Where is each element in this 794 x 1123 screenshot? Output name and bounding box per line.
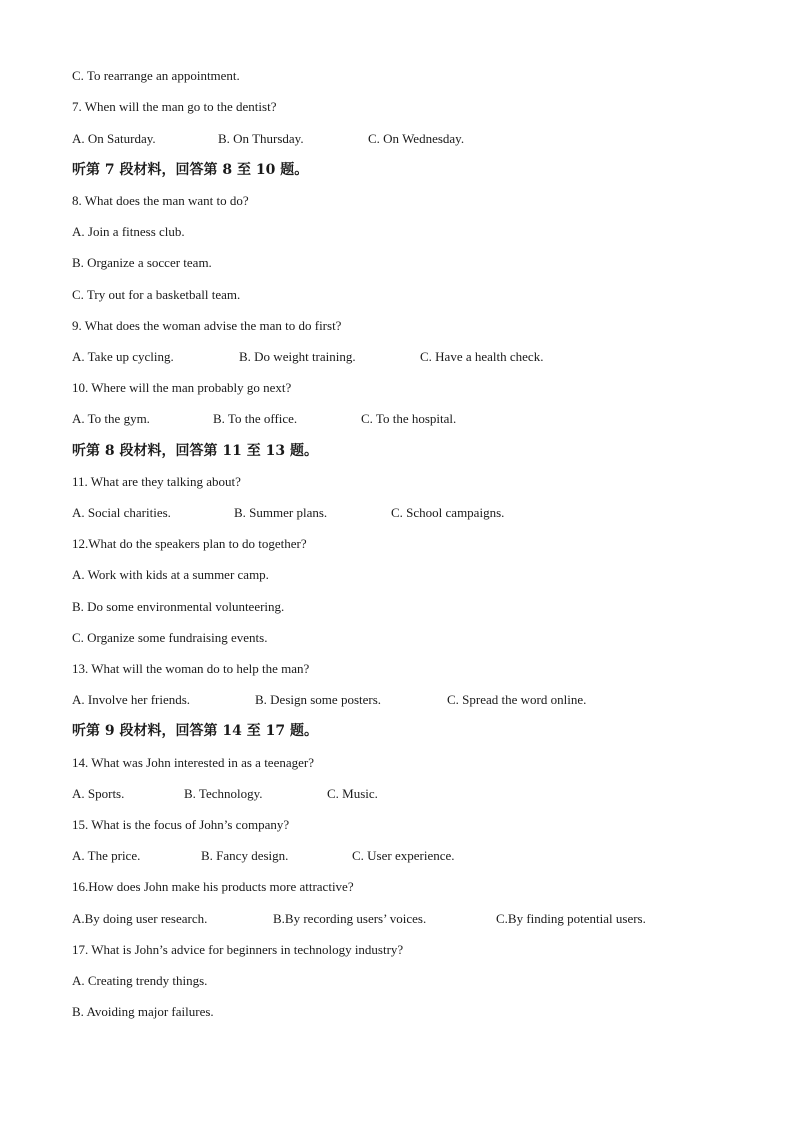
section-heading-9: 听第 9 段材料，回答第 14 至 17 题。 <box>72 723 318 739</box>
option-16b: B.By recording users’ voices. <box>273 911 427 926</box>
option-7b: B. On Thursday. <box>218 131 304 146</box>
question-14: 14. What was John interested in as a teenager? <box>72 755 314 770</box>
option-9a: A. Take up cycling. <box>72 349 174 364</box>
option-11a: A. Social charities. <box>72 505 171 520</box>
option-15c: C. User experience. <box>352 848 455 863</box>
option-10b: B. To the office. <box>213 411 298 426</box>
option-8a: A. Join a fitness club. <box>72 224 185 239</box>
option-12a: A. Work with kids at a summer camp. <box>72 567 269 582</box>
option-7c: C. On Wednesday. <box>368 131 465 146</box>
question-11: 11. What are they talking about? <box>72 474 241 489</box>
question-10: 10. Where will the man probably go next? <box>72 380 292 395</box>
option-6c: C. To rearrange an appointment. <box>72 68 240 83</box>
question-12: 12.What do the speakers plan to do together? <box>72 536 307 551</box>
option-8b: B. Organize a soccer team. <box>72 255 212 270</box>
option-9b: B. Do weight training. <box>239 349 356 364</box>
question-17: 17. What is John’s advice for beginners in technology industry? <box>72 942 404 957</box>
option-10c: C. To the hospital. <box>361 411 457 426</box>
question-13: 13. What will the woman do to help the man? <box>72 661 310 676</box>
section-heading-7: 听第 7 段材料，回答第 8 至 10 题。 <box>72 162 309 178</box>
option-12c: C. Organize some fundraising events. <box>72 630 268 645</box>
question-15: 15. What is the focus of John’s company? <box>72 817 290 832</box>
option-7a: A. On Saturday. <box>72 131 156 146</box>
option-15a: A. The price. <box>72 848 141 863</box>
option-14a: A. Sports. <box>72 786 125 801</box>
option-17b: B. Avoiding major failures. <box>72 1004 214 1019</box>
option-12b: B. Do some environmental volunteering. <box>72 599 285 614</box>
option-11b: B. Summer plans. <box>234 505 328 520</box>
option-14c: C. Music. <box>327 786 378 801</box>
section-heading-8: 听第 8 段材料，回答第 11 至 13 题。 <box>72 443 318 459</box>
option-10a: A. To the gym. <box>72 411 150 426</box>
question-16: 16.How does John make his products more attractive? <box>72 879 354 894</box>
option-11c: C. School campaigns. <box>391 505 505 520</box>
option-15b: B. Fancy design. <box>201 848 289 863</box>
option-17a: A. Creating trendy things. <box>72 973 208 988</box>
option-8c: C. Try out for a basketball team. <box>72 287 241 302</box>
question-7: 7. When will the man go to the dentist? <box>72 99 277 114</box>
option-13a: A. Involve her friends. <box>72 692 191 707</box>
option-14b: B. Technology. <box>184 786 263 801</box>
question-8: 8. What does the man want to do? <box>72 193 249 208</box>
option-13c: C. Spread the word online. <box>447 692 587 707</box>
option-13b: B. Design some posters. <box>255 692 382 707</box>
option-16c: C.By finding potential users. <box>496 911 646 926</box>
option-16a: A.By doing user research. <box>72 911 208 926</box>
question-9: 9. What does the woman advise the man to do first? <box>72 318 342 333</box>
option-9c: C. Have a health check. <box>420 349 544 364</box>
